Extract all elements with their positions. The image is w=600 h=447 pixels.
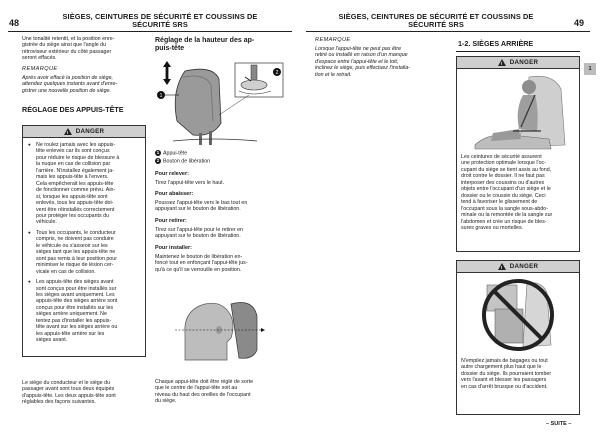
danger-bullet-3: ● Les appuis-tête des sièges avant sont conçus pour être installés sur les sièges avant uniquement. Les appuis-tête des sièges arrière sont conçus pour être installés sur les sièges arrière uniquement. Ne tentez pas d'installer les appuis- tête avant sur les sièges arrière ou les appuis-tête arrière sur les sièges avant. (27, 279, 142, 344)
headrest-position-illustration (165, 290, 275, 370)
headrest-caption: Chaque appui-tête doit être réglé de sorte que le centre de l'appui-tête soit au niveau du haut des oreilles de l'occupant du siège. (155, 379, 254, 405)
danger-header-left (23, 126, 145, 138)
intro-paragraph: Une tonalité retentit, et la position enre- gistrée du siège ainsi que l'angle du rétroviseur extérieur du côté passager seront effacés. (22, 36, 115, 62)
warning-icon: ! (498, 59, 506, 66)
install-text: Maintenez le bouton de libération en- foncé tout en enfonçant l'appui-tête jus- qu'à ce qu'il se verrouille en position. (155, 254, 248, 273)
danger-text-right-2: N'empilez jamais de bagages ou tout autre chargement plus haut que le dossier du siège. Ils pourraient tomber vers l'avant et blesser les passagers en cas d'arrêt brusque ou d'accident. (461, 358, 552, 390)
danger-list-left (23, 138, 145, 344)
raise-title: Pour relever: (155, 171, 189, 177)
warning-icon: ! (64, 128, 72, 135)
seated-occupant-illustration (457, 69, 579, 153)
danger-bullet-2: ● Tous les occupants, le conducteur compris, ne doivent pas conduire le véhicule ou s'asseoir sur les sièges tant que les appuis-tête ne sont pas remis à leur position pour minimiser le risque de lésion cer- vicale en cas de collision. (27, 230, 142, 275)
install-title: Pour installer: (155, 245, 192, 251)
legend-dot-1: 1 (156, 150, 160, 155)
height-adjust-title: Réglage de la hauteur des ap- puis-tête (155, 37, 255, 52)
legend-item-2: 2 Bouton de libération (156, 158, 211, 165)
danger-box-right-1 (456, 56, 580, 252)
remarque-title-left: REMARQUE (22, 66, 58, 72)
lower-title: Pour abaisser: (155, 191, 194, 197)
header-line-2: SÉCURITÉ SRS (132, 20, 188, 30)
callout-1: 1 (159, 93, 163, 99)
lower-text: Poussez l'appui-tête vers le bas tout en appuyant sur le bouton de libération. (155, 200, 248, 213)
page-number-left: 48 (9, 18, 20, 28)
remove-text: Tirez sur l'appui-tête pour le retirer en appuyant sur le bouton de libération. (155, 227, 243, 240)
page-number-right: 49 (574, 18, 585, 28)
danger-bullet-1: ● Ne roulez jamais avec les appuis- tête enlevés car ils sont conçus pour réduire le risque de blessure à la nuque en cas de collision par l'arrière. N'installez également ja- mais les appuis-tête à l'envers. Cela empêcherait les appuis-tête de fonctionner comme prévu. Ain- si, lorsque les appuis-tête sont enlevés, tous les appuis-tête doi- vent être réinstallés correctement pour protéger les occupants du véhicule. (27, 142, 142, 226)
header-rule-right (306, 31, 590, 32)
danger-header-right-1: ! DANGER (457, 57, 579, 69)
page-header-left (36, 13, 284, 30)
footer-paragraph-left: Le siège du conducteur et le siège du passager avant sont tous deux équipés d'appuis-tête. Les deux appuis-tête sont réglables des façons suivantes. (22, 380, 116, 406)
chapter-tab: 1 (584, 63, 596, 75)
section-title-rear-seats: 1-2. SIÈGES ARRIÈRE (458, 39, 534, 48)
header-rule-left (8, 31, 292, 32)
remarque-title-right: REMARQUE (315, 37, 351, 43)
callout-2: 2 (275, 70, 279, 76)
section-title-headrests: RÉGLAGE DES APPUIS-TÊTE (22, 105, 124, 114)
headrest-adjust-illustration (153, 55, 287, 147)
remarque-text-right: Lorsque l'appui-tête ne peut pas être retiré ou installé en raison d'un manque d'espace entre l'appui-tête et le toit, inclinez le siège, puis effectuez l'installa- tion et le retrait. (315, 46, 410, 78)
danger-text-right-1: Les ceintures de sécurité assurent une protection optimale lorsque l'oc- cupant du siège se tient assis au fond, droit contre le dossier. Il ne faut pas interposer des coussins ou d'autres objets entre l'occupant d'un siège et le dossier ou le coussin du siège. Ceci tend à favoriser le glissement de l'occupant sous la sangle sous-abdo- minale ou la remontée de la sangle sur l'abdomen et crée un risque de bles- sures graves ou mortelles. (461, 154, 553, 231)
continued-marker: – SUITE – (546, 421, 572, 427)
warning-icon: ! (498, 263, 506, 270)
danger-box-right-2 (456, 260, 580, 415)
no-luggage-stacking-illustration (457, 273, 579, 357)
header-line-1: SIÈGES, CEINTURES DE SÉCURITÉ ET COUSSINS DE (62, 12, 258, 21)
remarque-text-left: Après avoir effacé la position de siège, attendez quelques instants avant d'enre- gistrer une nouvelle position de siège. (22, 75, 118, 94)
danger-header-right-2: ! DANGER (457, 261, 579, 273)
raise-text: Tirez l'appui-tête vers le haut. (155, 180, 225, 186)
danger-label-left: DANGER (75, 128, 105, 135)
legend-item-1: 1 Appui-tête (156, 150, 188, 157)
legend-dot-2: 2 (156, 158, 160, 163)
section-underline (456, 51, 580, 52)
remove-title: Pour retirer: (155, 218, 187, 224)
danger-box-left (22, 125, 146, 357)
page-header-right: SIÈGES, CEINTURES DE SÉCURITÉ ET COUSSINS DE SÉCURITÉ SRS (338, 12, 534, 30)
